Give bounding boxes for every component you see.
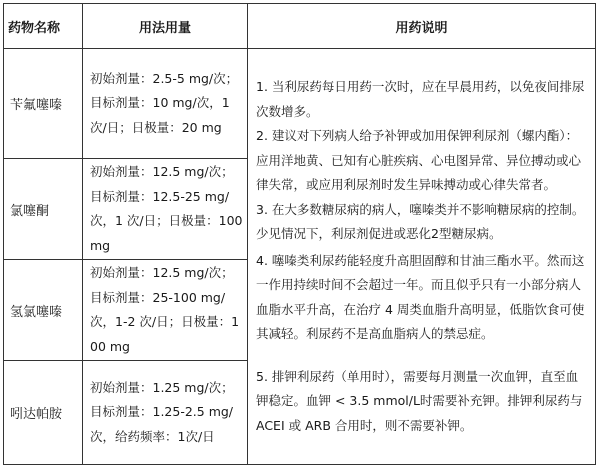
notes-cell	[248, 49, 596, 465]
note-item: 4. 噻嗪类利尿药能轻度升高胆固醇和甘油三酯水平。然而这一作用持续时间不会超过一年。而且似乎只有一小部分病人血脂水平升高，在治疗 4 周类血脂升高明显，低脂饮食可使其减轻。利尿药不是高血脂病人的禁忌症。	[256, 252, 585, 341]
header-drug-name: 药物名称	[4, 4, 83, 49]
usage-cell: 初始剂量：12.5 mg/次；目标剂量：12.5-25 mg/次，1 次/日；日极量：100 mg	[83, 159, 248, 260]
note-item: 5. 排钾利尿药（单用时），需要每月测量一次血钾，直至血钾稳定。血钾 < 3.5 mmol/L时需要补充钾。排钾利尿药与 ACEI 或 ARB 合用时，则不需要补钾。	[256, 368, 583, 433]
note-item: 2. 建议对下列病人给予补钾或加用保钾利尿剂（螺内酯）：应用洋地黄、已知有心脏疾病、心电图异常、异位搏动或心律失常，或应用利尿剂时发生异味搏动或心律失常者。	[256, 128, 582, 192]
drug-name-cell: 苄氟噻嗪	[4, 49, 83, 159]
header-notes: 用药说明	[248, 4, 596, 49]
usage-cell: 初始剂量：1.25 mg/次；目标剂量：1.25-2.5 mg/次，给药频率：1次/日	[83, 361, 248, 465]
note-item: 3. 在大多数糖尿病的病人，噻嗪类并不影响糖尿病的控制。少见情况下，利尿剂促进或恶化2型糖尿病。	[256, 201, 585, 241]
usage-cell: 初始剂量：2.5-5 mg/次；目标剂量：10 mg/次，1次/日；日极量：20 mg	[83, 49, 248, 159]
drug-table	[3, 3, 596, 465]
header-usage: 用法用量	[83, 4, 248, 49]
note-item: 1. 当利尿药每日用药一次时，应在早晨用药，以免夜间排尿次数增多。	[256, 79, 585, 119]
table-row	[4, 49, 596, 159]
usage-cell: 初始剂量：12.5 mg/次；目标剂量：25-100 mg/次，1-2 次/日；日极量：100 mg	[83, 260, 248, 361]
header-row	[4, 4, 596, 49]
drug-name-cell: 氢氯噻嗪	[4, 260, 83, 361]
drug-name-cell: 吲达帕胺	[4, 361, 83, 465]
drug-name-cell: 氯噻酮	[4, 159, 83, 260]
